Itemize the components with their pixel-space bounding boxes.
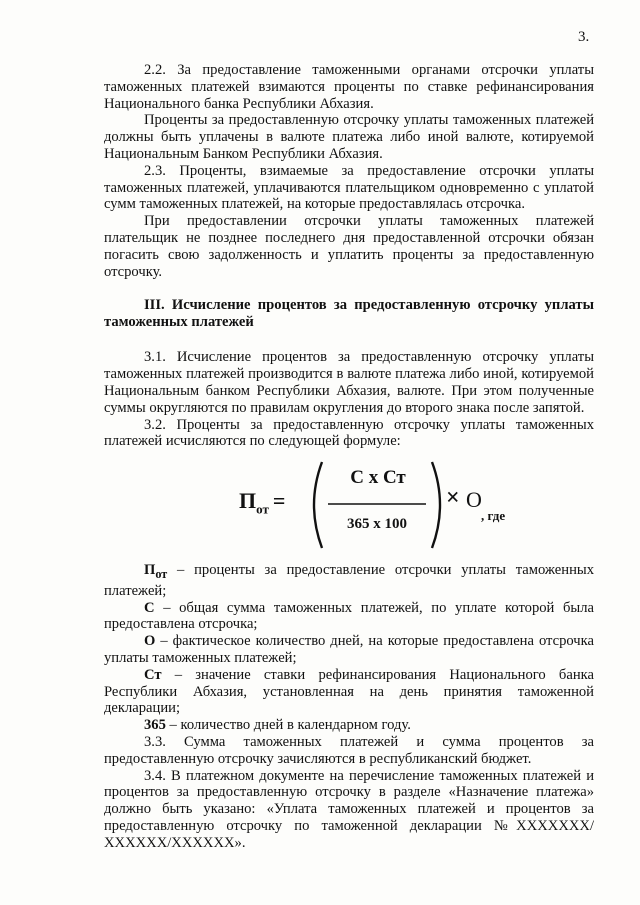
paragraph-3-4: 3.4. В платежном документе на перечисление таможенных платежей и процентов за предоставленную отсрочку в разделе «Назначение платежа» должно быть указано: «Уплата таможенных платежей и процентов за предоставленную отсрочку по таможенной декларации №ХХХХХХХ/ХХХХХХ/ХХХХХХ». [104, 767, 594, 851]
right-paren [432, 462, 440, 548]
paragraph-2-2: 2.2. За предоставление таможенными органами отсрочки уплаты таможенных платежей взимаются проценты по ставке рефинансирования Национального банка Республики Абхазия. [104, 62, 594, 112]
definition-pot [104, 562, 594, 600]
definition-term: Ст [144, 666, 162, 683]
formula-lhs [239, 488, 286, 518]
definition-term: П [144, 562, 156, 579]
definition-365 [104, 717, 594, 734]
definition-term: 365 [144, 717, 166, 734]
document-body [104, 62, 594, 852]
interest-formula [104, 456, 594, 554]
paragraph-interest-currency: Проценты за предоставленную отсрочку уплаты таможенных платежей должны быть уплачены в валюте платежа либо иной валюте, котируемой Национальным Банком Республики Абхазия. [104, 112, 594, 162]
paragraph-3-3: 3.3. Сумма таможенных платежей и сумма процентов за предоставленную отсрочку зачисляются в республиканский бюджет. [104, 734, 594, 767]
formula-where: , где [481, 508, 506, 524]
paragraph-2-3: 2.3. Проценты, взимаемые за предоставление отсрочки уплаты таможенных платежей, уплачиваются плательщиком одновременно с уплатой сумм таможенных платежей, на которые предоставлялась отсрочка. [104, 162, 594, 213]
definition-text: – общая сумма таможенных платежей, по уплате которой была предоставлена отсрочка; [104, 599, 594, 633]
paragraph-repayment: При предоставлении отсрочки уплаты таможенных платежей плательщик не позднее последнего дня предоставленной отсрочки обязан погасить свою задолженность и уплатить проценты за предоставленную отсрочку. [104, 213, 594, 280]
section-heading: III. Исчисление процентов за предоставленную отсрочку уплаты таможенных платежей [104, 297, 594, 331]
definition-text: – количество дней в календарном году. [165, 717, 411, 734]
formula-numerator: С х Ст [350, 467, 406, 489]
definition-term: С [144, 599, 155, 616]
page-number: 3. [578, 29, 590, 45]
formula-lhs-sub: от [256, 501, 269, 517]
definition-c [104, 600, 594, 634]
definition-text: – значение ставки рефинансирования Национального банка Республики Абхазия, установленная на день принятия таможенной декларации; [104, 666, 594, 717]
formula-days-factor: О [466, 487, 482, 513]
definition-o [104, 633, 594, 667]
paragraph-3-2: 3.2. Проценты за предоставленную отсрочку уплаты таможенных платежей исчисляются по следующей формуле: [104, 416, 594, 450]
definition-term-sub: от [155, 567, 168, 582]
definition-text: – проценты за предоставление отсрочки уплаты таможенных платежей; [104, 562, 594, 599]
definition-term: О [144, 633, 156, 650]
left-paren [314, 462, 322, 548]
formula-times-sign: × [446, 485, 460, 512]
definition-st [104, 667, 594, 717]
formula-denominator: 365 х 100 [347, 516, 407, 533]
paragraph-3-1: 3.1. Исчисление процентов за предоставленную отсрочку уплаты таможенных платежей производится в валюте платежа либо иной, котируемой Национальным банком Республики Абхазия, валюте. При этом полученные суммы округляются по правилам округления до второго знака после запятой. [104, 349, 594, 416]
definition-text: – фактическое количество дней, на которые предоставлена отсрочка уплаты таможенных платежей; [104, 633, 594, 667]
formula-equals: = [272, 488, 286, 514]
formula-lhs-main: П [239, 488, 257, 514]
